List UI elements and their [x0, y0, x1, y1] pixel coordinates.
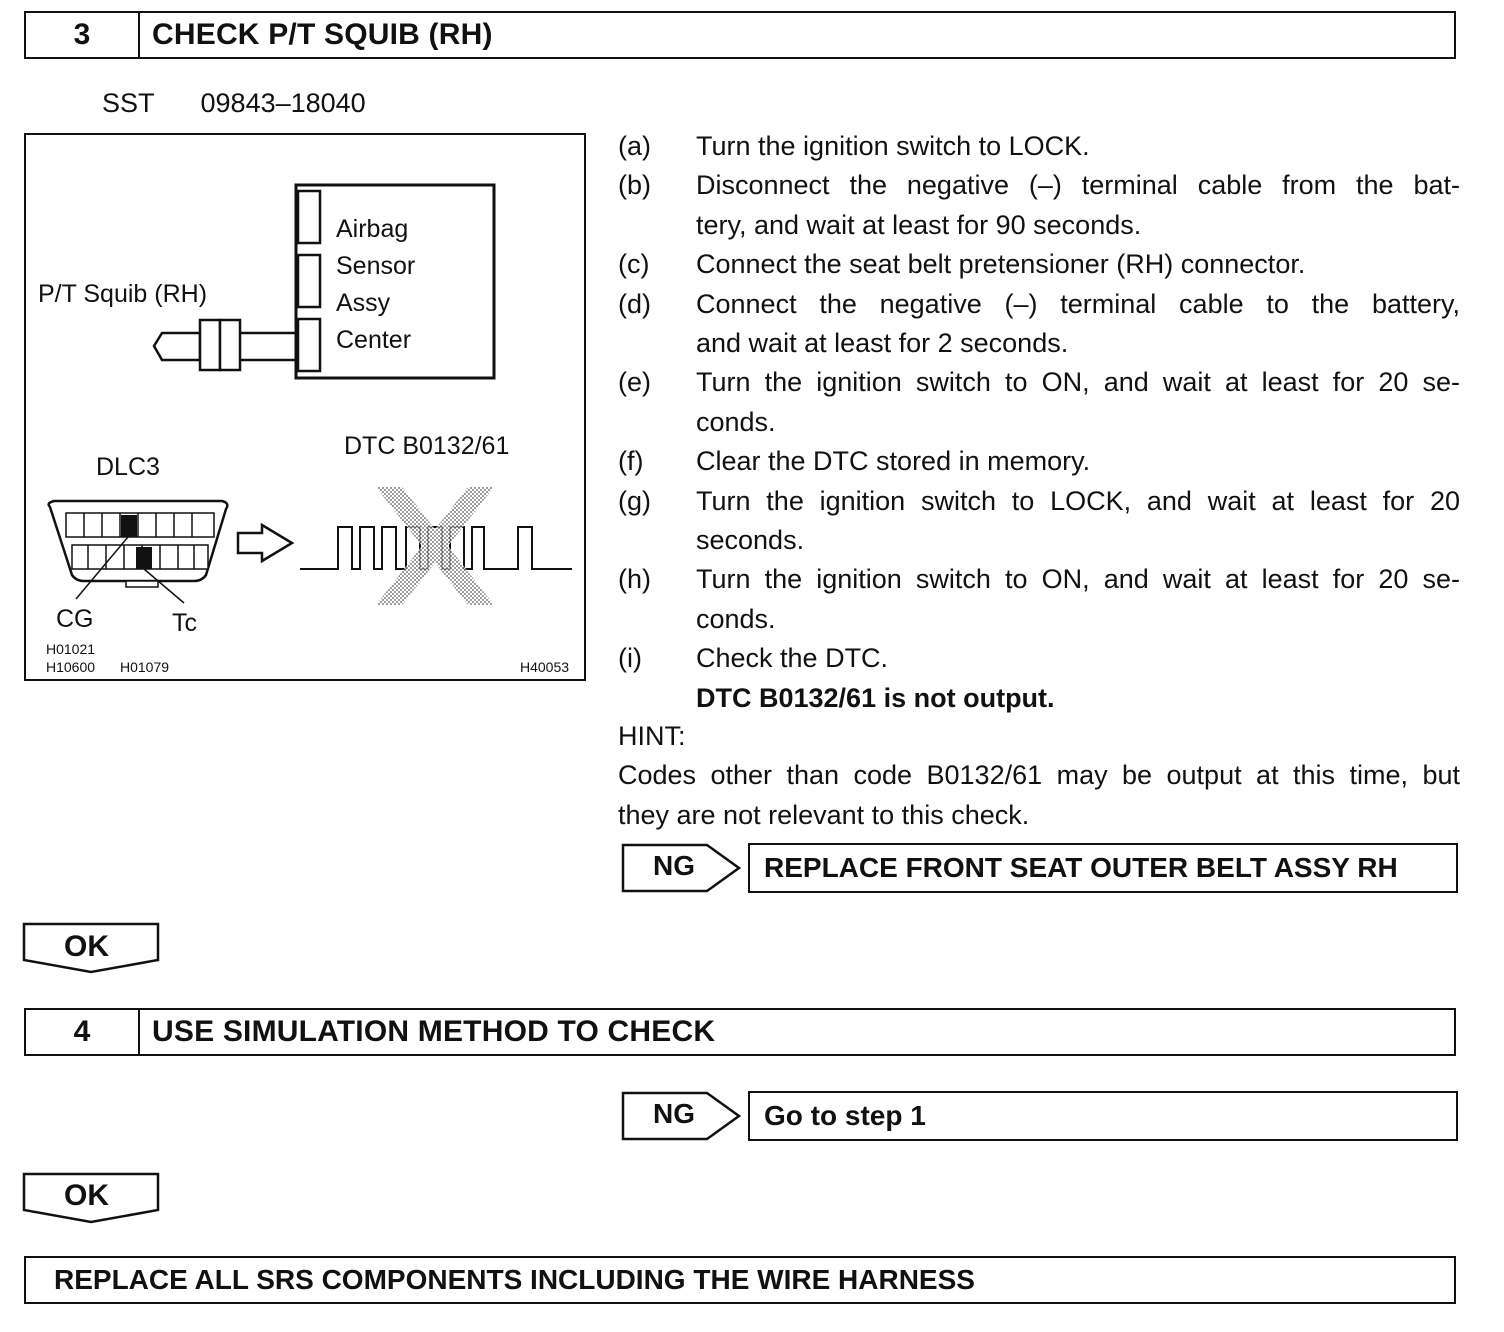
instruction-letter: (d): [618, 288, 651, 319]
instruction-letter: (i): [618, 643, 642, 674]
instruction-item: [618, 285, 1460, 364]
instruction-item: [618, 442, 1460, 481]
instruction-text: Turn the ignition switch to LOCK.: [696, 131, 1090, 161]
step-3-header: [24, 11, 1456, 59]
wiring-figure: [24, 133, 586, 681]
step-4-header: [24, 1008, 1456, 1056]
instruction-letter: (f): [618, 446, 644, 477]
instruction-letter: (a): [618, 131, 651, 161]
instruction-text: Turn the ignition switch to ON, and wait at least for 20 se-: [696, 564, 1460, 595]
ng-label: NG: [653, 850, 695, 881]
hint-text: they are not relevant to this check.: [618, 799, 1030, 830]
instruction-item: [618, 363, 1460, 442]
ng-label: NG: [653, 1098, 695, 1129]
hint-block: [618, 717, 1460, 835]
hint-label: HINT:: [618, 721, 686, 751]
ref-code: H10600: [46, 659, 96, 675]
sst-line: [102, 88, 366, 119]
arrow-icon: [238, 525, 292, 561]
sst-value: 09843–18040: [200, 88, 366, 118]
instruction-text: Check the DTC.: [696, 643, 889, 674]
figure-drawing: [26, 135, 586, 681]
instruction-list: [618, 127, 1460, 718]
instruction-text: Connect the seat belt pretensioner (RH) connector.: [696, 249, 1306, 280]
ecu-label: Airbag Sensor Assy Center: [336, 215, 416, 354]
instruction-text: and wait at least for 2 seconds.: [696, 328, 1069, 359]
instruction-item: [618, 482, 1460, 561]
tc-label: Tc: [172, 609, 197, 637]
step-title: CHECK P/T SQUIB (RH): [152, 18, 493, 51]
instruction-text: Connect the negative (–) terminal cable to the battery,: [696, 288, 1460, 319]
cross-icon: [376, 487, 494, 605]
step-number: 4: [26, 1010, 140, 1054]
hint-text: Codes other than code B0132/61 may be output at this time, but: [618, 760, 1460, 791]
instruction-item: [618, 639, 1460, 678]
dtc-label: DTC B0132/61: [344, 432, 510, 460]
instruction-letter: (c): [618, 249, 650, 280]
instruction-letter: (h): [618, 564, 651, 595]
expected-result: DTC B0132/61 is not output.: [696, 682, 1055, 713]
sst-label: SST: [102, 88, 155, 118]
final-action-box: REPLACE ALL SRS COMPONENTS INCLUDING THE WIRE HARNESS: [24, 1256, 1456, 1304]
instruction-item: [618, 560, 1460, 639]
instruction-text: Clear the DTC stored in memory.: [696, 446, 1091, 477]
ref-code: H01079: [120, 659, 170, 675]
instruction-text: Disconnect the negative (–) terminal cable from the bat-: [696, 170, 1460, 201]
squib-connector: [154, 333, 200, 360]
step-number: 3: [26, 13, 140, 57]
instruction-text: conds.: [696, 406, 776, 437]
ok-label: OK: [64, 930, 109, 963]
instruction-item: [618, 127, 1460, 166]
instruction-letter: (e): [618, 367, 651, 398]
step-title: USE SIMULATION METHOD TO CHECK: [152, 1015, 716, 1048]
dlc3-label: DLC3: [96, 453, 160, 481]
instruction-text: Turn the ignition switch to ON, and wait at least for 20 se-: [696, 367, 1460, 398]
cg-label: CG: [56, 605, 94, 633]
instruction-item: [618, 245, 1460, 284]
instruction-text: Turn the ignition switch to LOCK, and wait at least for 20: [696, 485, 1460, 516]
instruction-text: conds.: [696, 603, 776, 634]
instruction-text: seconds.: [696, 525, 805, 556]
ng-action-box: Go to step 1: [748, 1091, 1458, 1141]
instruction-item: [618, 166, 1460, 245]
figure-code: H40053: [520, 659, 570, 675]
instruction-letter: (g): [618, 485, 651, 516]
ref-code: H01021: [46, 641, 96, 657]
instruction-letter: (b): [618, 170, 651, 201]
ok-label: OK: [64, 1179, 109, 1212]
ng-action-box: REPLACE FRONT SEAT OUTER BELT ASSY RH: [748, 843, 1458, 893]
instruction-text: tery, and wait at least for 90 seconds.: [696, 209, 1142, 240]
squib-label: P/T Squib (RH): [38, 280, 208, 308]
